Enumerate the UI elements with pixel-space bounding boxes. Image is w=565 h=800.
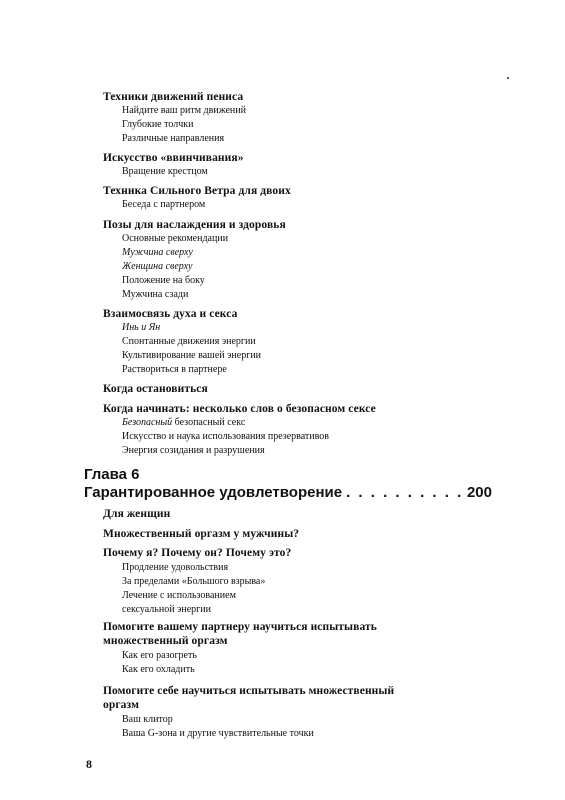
subsection-item: Основные рекомендации [122, 233, 229, 244]
page-number: 8 [86, 757, 92, 771]
section-title: Когда начинать: несколько слов о безопасном сексе [103, 403, 376, 415]
section-title: Когда остановиться [103, 383, 208, 395]
section-title-continuation: множественный оргазм [103, 635, 228, 647]
subsection-item: Вращение крестцом [122, 166, 208, 177]
subsection-item: Как его охладить [122, 664, 195, 675]
section-title: Помогите вашему партнеру научиться испытывать [103, 621, 377, 633]
section-title: Взаимосвязь духа и секса [103, 308, 238, 320]
chapter-title: Гарантированное удовлетворение [84, 484, 343, 501]
subsection-item: Положение на боку [122, 275, 205, 286]
subsection-item: Мужчина сзади [122, 289, 189, 300]
subsection-item: Глубокие толчки [122, 119, 194, 130]
subsection-item: сексуальной энергии [122, 604, 211, 615]
subsection-item: Инь и Ян [122, 322, 161, 333]
subsection-item: Раствориться в партнере [122, 364, 227, 375]
subsection-item: Продление удовольствия [122, 562, 229, 573]
subsection-item: Безопасный безопасный секс [122, 417, 246, 428]
subsection-item-italic-part: Безопасный [122, 417, 173, 428]
section-title: Позы для наслаждения и здоровья [103, 219, 286, 231]
subsection-item: Энергия созидания и разрушения [122, 445, 265, 456]
section-title: Техника Сильного Ветра для двоих [103, 185, 291, 197]
scan-speck [507, 77, 509, 79]
chapter-page: 200 [466, 484, 492, 501]
chapter-title-line [84, 484, 492, 502]
section-title: Помогите себе научиться испытывать множественный [103, 685, 395, 697]
subsection-item: Найдите ваш ритм движений [122, 105, 246, 116]
subsection-item: Искусство и наука использования презервативов [122, 431, 330, 442]
subsection-item: Лечение с использованием [122, 590, 236, 601]
subsection-item: Ваша G-зона и другие чувствительные точки [122, 728, 314, 739]
subsection-item: Спонтанные движения энергии [122, 336, 256, 347]
subsection-item: Как его разогреть [122, 650, 197, 661]
subsection-item: Женщина сверху [122, 261, 193, 272]
leader-dots [346, 484, 463, 502]
subsection-item: Культивирование вашей энергии [122, 350, 262, 361]
subsection-item: Ваш клитор [122, 714, 173, 725]
section-title: Техники движений пениса [103, 91, 244, 103]
chapter-number: Глава 6 [84, 466, 140, 483]
section-title-continuation: оргазм [103, 699, 140, 711]
subsection-item: Различные направления [122, 133, 225, 144]
section-title: Искусство «ввинчивания» [103, 152, 244, 164]
section-title: Множественный оргазм у мужчины? [103, 528, 300, 540]
section-title: Для женщин [103, 508, 171, 520]
subsection-item: Мужчина сверху [122, 247, 193, 258]
subsection-item: За пределами «Большого взрыва» [122, 576, 266, 587]
section-title: Почему я? Почему он? Почему это? [103, 547, 292, 559]
subsection-item: Беседа с партнером [122, 199, 206, 210]
